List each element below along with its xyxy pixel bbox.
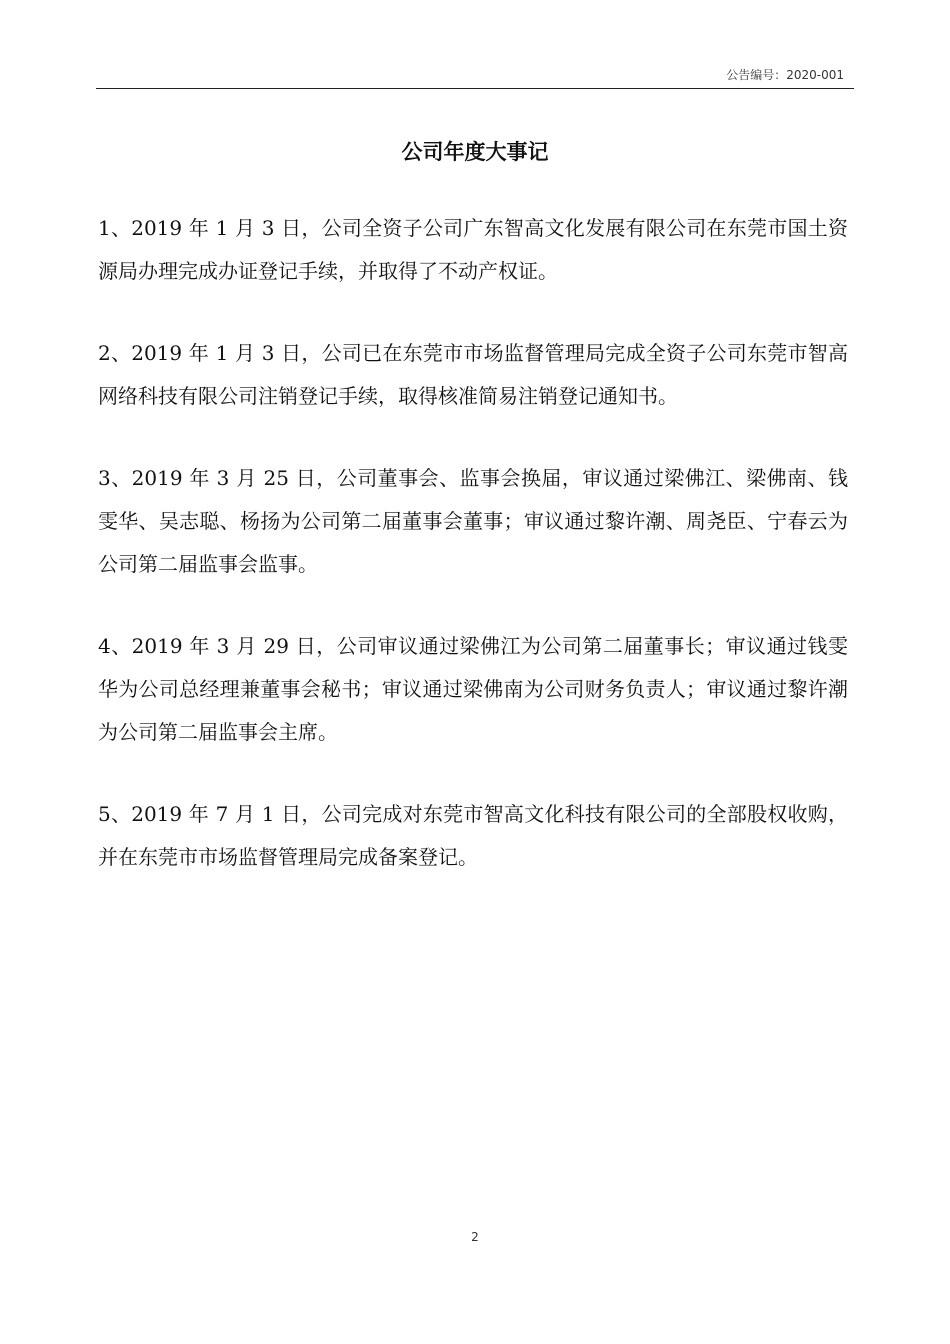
events-list	[98, 207, 848, 918]
event-item-4: 4、2019 年 3 月 29 日，公司审议通过梁佛江为公司第二届董事长；审议通过钱雯华为公司总经理兼董事会秘书；审议通过梁佛南为公司财务负责人；审议通过黎许潮为公司第二届监事会主席。	[98, 634, 848, 744]
event-item-1: 1、2019 年 1 月 3 日，公司全资子公司广东智高文化发展有限公司在东莞市国土资源局办理完成办证登记手续，并取得了不动产权证。	[98, 216, 848, 283]
event-item-5: 5、2019 年 7 月 1 日，公司完成对东莞市智高文化科技有限公司的全部股权收购，并在东莞市市场监督管理局完成备案登记。	[98, 802, 848, 869]
event-item-2: 2、2019 年 1 月 3 日，公司已在东莞市市场监督管理局完成全资子公司东莞市智高网络科技有限公司注销登记手续，取得核准简易注销登记通知书。	[98, 341, 848, 408]
announcement-number: 公告编号：2020-001	[726, 68, 844, 82]
page-number: 2	[471, 1230, 479, 1244]
header-divider	[96, 88, 854, 89]
event-item-3: 3、2019 年 3 月 25 日，公司董事会、监事会换届，审议通过梁佛江、梁佛南、钱雯华、吴志聪、杨扬为公司第二届董事会董事；审议通过黎许潮、周尧臣、宁春云为公司第二届监事会监事。	[98, 466, 848, 576]
page-title: 公司年度大事记	[401, 140, 549, 164]
